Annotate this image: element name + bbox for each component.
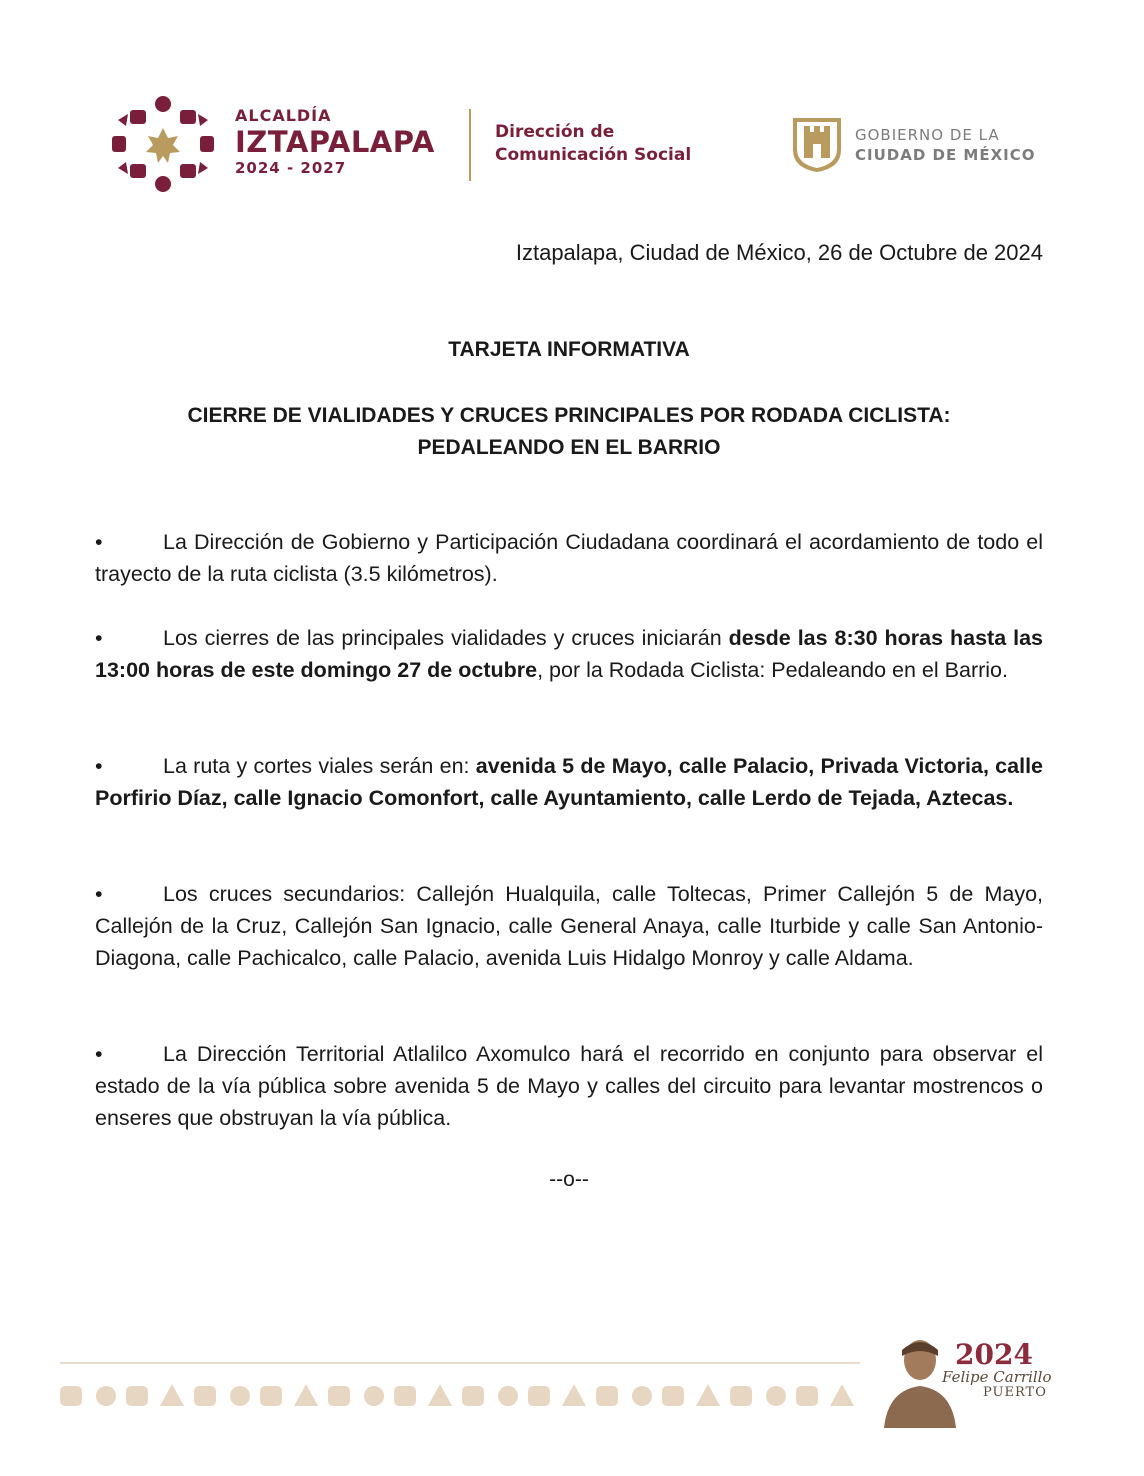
alcaldia-label: ALCALDÍA xyxy=(235,106,332,125)
gobierno-cdmx-wordmark xyxy=(855,125,1036,165)
card-title: TARJETA INFORMATIVA xyxy=(448,338,690,361)
paragraph-3 xyxy=(95,750,1043,814)
footer-city: PUERTO xyxy=(983,1385,1047,1400)
cdmx-shield-icon xyxy=(791,116,843,174)
alcaldia-iztapalapa-logo-icon xyxy=(108,92,218,196)
footer-year: 2024 xyxy=(955,1338,1033,1371)
bullet: • xyxy=(95,626,103,650)
alcaldia-wordmark xyxy=(235,106,435,177)
headline-line1: CIERRE DE VIALIDADES Y CRUCES PRINCIPALES POR RODADA CICLISTA: xyxy=(187,404,951,427)
bullet: • xyxy=(95,754,103,778)
headline-line2: PEDALEANDO EN EL BARRIO xyxy=(417,436,721,459)
paragraph-4-text: Los cruces secundarios: Callejón Hualquila, calle Toltecas, Primer Callejón 5 de Mayo, Callejón de la Cruz, Callejón San Ignacio, calle General Anaya, calle Iturbide y calle San Antonio-Diagona, calle Pachicalco, calle Palacio, avenida Luis Hidalgo Monroy y calle Aldama. xyxy=(95,882,1043,970)
letterhead xyxy=(0,0,1144,220)
municipio-label: IZTAPALAPA xyxy=(235,125,435,159)
bullet: • xyxy=(95,1042,103,1066)
paragraph-3-highlight: avenida 5 de Mayo, calle Palacio, Privada Victoria, calle Porfirio Díaz, calle Ignacio Comonfort, calle Ayuntamiento, calle Lerdo de Tejada, Aztecas. xyxy=(95,754,1043,810)
direccion-comunicacion xyxy=(495,121,691,167)
paragraph-1-text: La Dirección de Gobierno y Participación Ciudadana coordinará el acordamiento de todo el trayecto de la ruta ciclista (3.5 kilómetros). xyxy=(95,530,1043,586)
paragraph-2-text-a: Los cierres de las principales vialidades y cruces iniciarán xyxy=(163,626,729,650)
periodo-label: 2024 - 2027 xyxy=(235,159,347,177)
headline xyxy=(95,400,1043,464)
direccion-line1: Dirección de xyxy=(495,122,615,142)
bullet: • xyxy=(95,882,103,906)
decorative-pattern-icon xyxy=(60,1374,860,1414)
paragraph-4 xyxy=(95,878,1043,974)
paragraph-5 xyxy=(95,1038,1043,1134)
direccion-line2: Comunicación Social xyxy=(495,145,692,165)
date-line: Iztapalapa, Ciudad de México, 26 de Octubre de 2024 xyxy=(515,240,1043,265)
paragraph-2 xyxy=(95,622,1043,686)
footer-band xyxy=(0,1320,1144,1470)
paragraph-1 xyxy=(95,526,1043,590)
paragraph-2-highlight: desde las 8:30 horas hasta las 13:00 horas de este domingo 27 de octubre xyxy=(95,626,1043,682)
gobierno-line2: CIUDAD DE MÉXICO xyxy=(855,146,1036,164)
bullet: • xyxy=(95,530,103,554)
paragraph-3-text-a: La ruta y cortes viales serán en: xyxy=(163,754,476,778)
paragraph-5-text: La Dirección Territorial Atlalilco Axomulco hará el recorrido en conjunto para observar el estado de la vía pública sobre avenida 5 de Mayo y calles del circuito para levantar mostrencos o enseres que obstruyan la vía pública. xyxy=(95,1042,1043,1130)
closing-mark: --o-- xyxy=(549,1168,589,1191)
paragraph-2-text-c: , por la Rodada Ciclista: Pedaleando en el Barrio. xyxy=(537,658,1008,682)
footer-divider xyxy=(60,1362,860,1364)
footer-name: Felipe Carrillo xyxy=(942,1368,1052,1386)
gobierno-line1: GOBIERNO DE LA xyxy=(855,126,1000,144)
header-divider xyxy=(469,109,471,181)
